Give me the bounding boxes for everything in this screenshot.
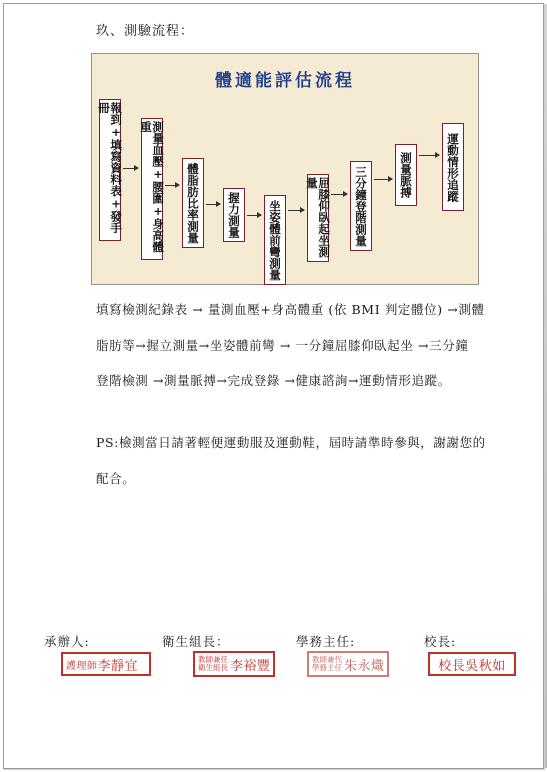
flow-step-sit-up: 屈膝仰臥起坐測量 <box>307 174 329 262</box>
flow-step-pulse: 測量脈搏 <box>395 144 417 206</box>
flow-arrow <box>331 194 347 195</box>
signature-stamp-handler: 護理師 李靜宜 <box>61 652 151 676</box>
signature-stamp-health-leader: 教師兼任 衛生組長 李裕豐 <box>193 651 275 677</box>
flow-step-step-test: 三分鐘登階測量 <box>350 161 372 251</box>
body-text-line-1: 填寫檢測紀錄表 → 量測血壓+身高體重 (依 BMI 判定體位) →測體 <box>96 302 485 317</box>
flow-step-blood-pressure: 測量血壓+腰圍+身高體重 <box>141 118 163 260</box>
signature-stamp-principal: 校長吳秋如 <box>428 652 516 676</box>
signature-label-handler: 承辦人: <box>44 634 90 649</box>
flow-step-body-fat: 體脂肪比率測量 <box>182 158 204 248</box>
flow-arrow <box>206 204 220 205</box>
signature-label-health-leader: 衛生組長： <box>162 634 230 649</box>
flow-arrow <box>288 210 304 211</box>
flow-arrow <box>419 155 439 156</box>
body-text-line-2: 脂肪等→握立測量→坐姿體前彎 → 一分鐘屈膝仰臥起坐 →三分鐘 <box>96 338 469 353</box>
flow-step-grip: 握力測量 <box>223 188 245 242</box>
signature-label-student-affairs: 學務主任: <box>296 634 356 649</box>
section-heading: 玖、測驗流程： <box>96 24 195 39</box>
flow-arrow <box>247 215 261 216</box>
signature-stamp-student-affairs: 教師兼代 學務主任 朱永熾 <box>307 651 389 677</box>
flow-step-sit-reach: 坐姿體前彎測量 <box>264 195 286 285</box>
flow-chart-title: 體適能評估流程 <box>215 71 355 91</box>
body-text-line-3: 登階檢測 →測量脈搏→完成登錄 →健康諮詢→運動情形追蹤。 <box>96 373 451 388</box>
flow-step-tracking: 運動情形追蹤 <box>442 123 464 211</box>
signature-label-principal: 校長: <box>424 634 457 649</box>
flow-arrow <box>374 179 392 180</box>
flow-chart-panel <box>91 53 479 285</box>
flow-arrow <box>165 185 179 186</box>
ps-text-line-2: 配合。 <box>96 471 136 486</box>
flow-arrow <box>123 168 138 169</box>
flow-step-checkin: 報到+填寫資料表+發手冊 <box>99 99 121 241</box>
ps-text-line-1: PS:檢測當日請著輕便運動服及運動鞋，屆時請準時參與，謝謝您的 <box>96 435 486 450</box>
